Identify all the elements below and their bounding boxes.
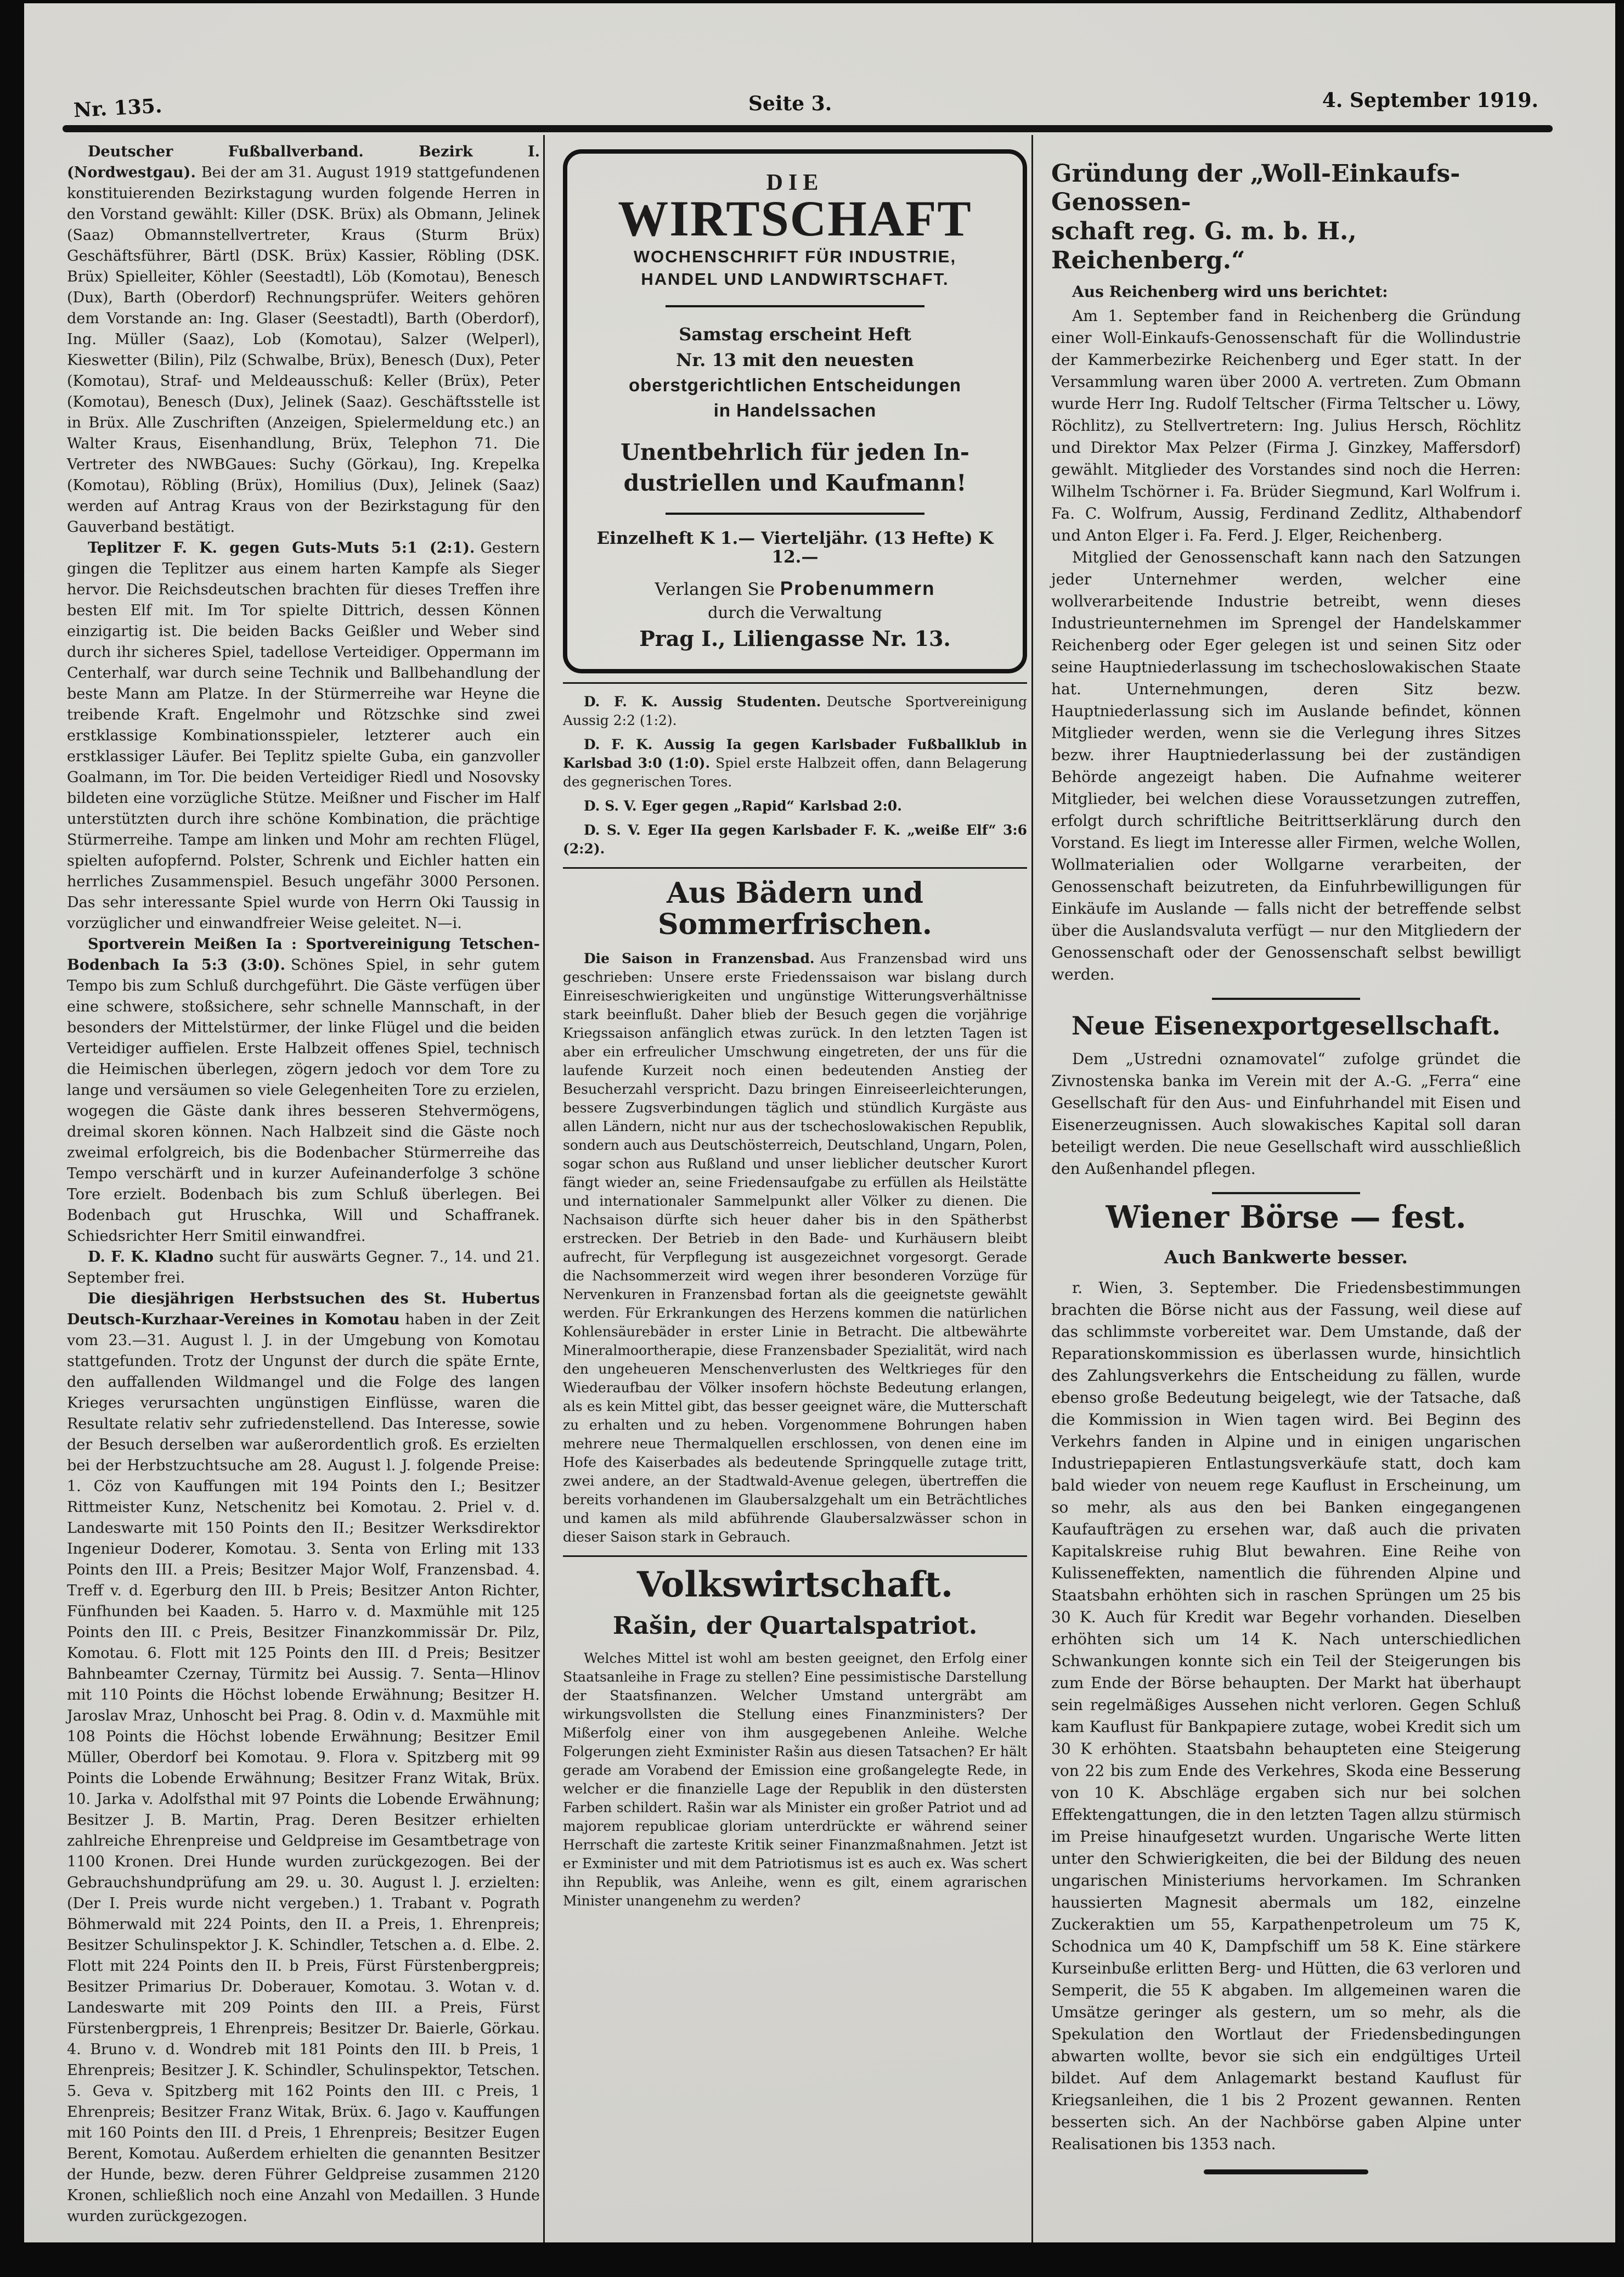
advert-issue-line1: Samstag erscheint Heft bbox=[679, 324, 911, 345]
article-text: Gestern gingen die Teplitzer aus einem harten Kampfe als Sieger hervor. Die Reichsdeutschen brachten für dieses Treffen ihre besten Elf mit. Im Tor spielte Dittrich, dessen Können einzigartig ist. Die beiden Backs Geißler und Weber sind durch ihr sicheres Spiel, tadellose Verteidiger. Oppermann im Centerhalf, war durch seine Technik und Ballbehandlung der beste Mann am Platze. In der Stürmerreihe war Heyne die treibende Kraft. Engelmohr und Rötzschke sind zwei erstklassige Kombinationsspieler, letzterer auch ein erstklassiger Läufer. Bei Teplitz spielte Guba, ein ganzvoller Goalmann, im Tor. Die beiden Verteidiger Riedl und Nosovsky bildeten eine vorzügliche Stütze. Meißner und Fischer im Half unterstützten durch ihre schöne Kombination, die prächtige Stürmerreihe. Tampe am linken und Mohr am rechten Flügel, spielten aufopfernd. Polster, Schrenk und Eichler hatten ein herrliches Zusammenspiel. Besuch ungefähr 3000 Personen. Das sehr interessante Spiel wurde von Herrn Oki Taussig in vorzüglicher und einwandfreier Weise geleitet. N—i. bbox=[67, 539, 540, 932]
advert-divider bbox=[666, 305, 924, 307]
issue-date: 4. September 1919. bbox=[1322, 89, 1538, 112]
column-divider-left bbox=[543, 135, 545, 2242]
sport-brief bbox=[563, 693, 1027, 730]
advert-price-line: Einzelheft K 1.— Vierteljähr. (13 Hefte) K 12.— bbox=[596, 529, 994, 567]
subhead-boerse: Auch Bankwerte besser. bbox=[1164, 1246, 1408, 1268]
column-divider-right bbox=[1031, 135, 1033, 2242]
advert-admin-line: durch die Verwaltung bbox=[708, 603, 882, 622]
advert-title: WIRTSCHAFT bbox=[618, 190, 972, 246]
headline-line1: Gründung der „Woll-Einkaufs-Genossen- bbox=[1051, 159, 1461, 217]
article-text: sucht für auswärts Gegner. 7., 14. und 21. September frei. bbox=[67, 1249, 540, 1286]
article-franzensbad bbox=[563, 949, 1027, 1547]
article-lead: Die diesjährigen Herbstsuchen des St. Hubertus Deutsch-Kurzhaar-Vereines in Komotau bbox=[67, 1290, 540, 1328]
brief-text: Spiel erste Halbzeit offen, dann Belagerung des gegnerischen Tores. bbox=[563, 755, 1027, 790]
article-rasin: Welches Mittel ist wohl am besten geeignet, den Erfolg einer Staatsanleihe in Frage zu stellen? Eine pessimistische Darstellung der Staatsfinanzen. Welcher Umstand untergräbt am wirkungsvollsten die Stellung eines Finanzministers? Der Mißerfolg einer von ihm ausgegebenen Anleihe. Welche Folgerungen zieht Exminister Rašin aus diesen Tatsachen? Er hält gerade am Vorabend der Emission eine großangelegte Rede, in welcher er die finanzielle Lage der Republik in den düstersten Farben schildert. Rašin war als Minister ein großer Patriot und ad majorem republicae gloriam unterdrückte er während seiner Herrschaft die zarteste Kritik seiner Finanzmaßnahmen. Jetzt ist er Exminister und mit dem Patriotismus ist es auch ex. Was schert ihn Republik, was Anleihe, wenn es gilt, einem agrarischen Minister unangenehm zu werden? bbox=[563, 1650, 1027, 1909]
advert-slogan bbox=[586, 437, 1004, 498]
article-teplitz-match bbox=[67, 538, 540, 934]
advert-issue-line3: oberstgerichtlichen Entscheidungen bbox=[628, 375, 962, 396]
brief-lead: D. S. V. Eger gegen „Rapid“ Karlsbad 2:0. bbox=[584, 798, 902, 814]
article-wool-paragraph: Am 1. September fand in Reichenberg die Gründung einer Woll-Einkaufs-Genossenschaft für die Wollindustrie der Kammerbezirke Reichenberg und Eger statt. In der Versammlung waren über 2000 A. vertreten. Zum Obmann wurde Herr Ing. Rudolf Teltscher (Firma Teltscher u. Löwy, Röchlitz), zu Stellvertretern: Ing. Julius Hersch, Röchlitz und Direktor Max Pelzer (Firma J. Ginzkey, Maffersdorf) gewählt. Mitglieder des Vorstandes sind noch die Herren: Wilhelm Tschörner i. Fa. Brüder Siegmund, Karl Wolfrum i. Fa. C. Wolfrum, Aussig, Ferdinand Zedlitz, Althabendorf und Anton Elger i. Fa. Ferd. J. Elger, Reichenberg. bbox=[1051, 306, 1521, 544]
advert-address: Prag I., Liliengasse Nr. 13. bbox=[639, 626, 951, 651]
article-text: Bei der am 31. August 1919 stattgefundenen konstituierenden Bezirkstagung wurden folgende Herren in den Vorstand gewählt: Killer (DSK. Brüx) als Obmann, Jelinek (Saaz) Obmannstellvertreter, Kraus (Sturm Brüx) Geschäftsführer, Bärtl (DSK. Brüx) Kassier, Röbling (DSK. Brüx) Spielleiter, Köhler (Seestadtl), Löb (Komotau), Benesch (Dux), Barth (Oberdorf) Rechnungsprüfer. Weiters gehören dem Vorstande an: Ing. Glaser (Seestadtl), Barth (Oberdorf), Ing. Müller (Saaz), Lob (Komotau), Salzer (Welperl), Kieswetter (Bilin), Pilz (Schwalbe, Brüx), Benesch (Dux), Peter (Komotau), Straf- und Meldeausschuß: Keller (Brüx), Peter (Komotau), Benesch (Dux), Jelinek (Saaz). Geschäftsstelle ist in Brüx. Alle Zuschriften (Anzeigen, Spielermeldung etc.) an Walter Kraus, Eisenhandlung, Brüx, Telephon 71. Die Vertreter des NWBGaues: Suchy (Görkau), Ing. Krepelka (Komotau), Röbling (Brüx), Homilius (Dux), Jelinek (Saaz) werden auf Antrag Kraus von der Bezirkstagung für den Gauverband bestätigt. bbox=[67, 164, 540, 536]
section-title-economy: Volkswirtschaft. bbox=[636, 1564, 954, 1605]
section-rule bbox=[563, 1555, 1027, 1557]
section-rule bbox=[563, 867, 1027, 869]
article-iron-text: Dem „Ustredni oznamovatel“ zufolge gründet die Zivnostenska banka im Verein mit der A.-G. „Ferra“ eine Gesellschaft für den Aus- und Einfuhrhandel mit Eisen und Eisenerzeugnissen. Auch slowakisches Kapital soll daran beteiligt werden. Die neue Gesellschaft wird ausschließlich den Außenhandel pflegen. bbox=[1051, 1050, 1521, 1178]
sport-brief bbox=[563, 735, 1027, 791]
advert-subtitle-line1: WOCHENSCHRIFT FÜR INDUSTRIE, bbox=[633, 246, 957, 266]
advert-divider bbox=[666, 513, 924, 515]
advert-subtitle-line2: HANDEL UND LANDWIRTSCHAFT. bbox=[641, 269, 949, 289]
article-text: haben in der Zeit vom 23.—31. August l. J. in der Umgebung von Komotau stattgefunden. Trotz der Ungunst der durch die späte Ernte, den auffallenden Wildmangel und die Folge des langen Krieges verursachten ungünstigen Einflüsse, waren die Resultate relativ sehr zufriedenstellend. Das Interesse, sowie der Besuch derselben war außerordentlich groß. Es erzielten bei der Herbstzuchtsuche am 28. August l. J. folgende Preise: 1. Cöz von Kauffungen mit 194 Points den I.; Besitzer Rittmeister Kunz, Netschenitz bei Komotau. 2. Priel v. d. Landeswarte mit 150 Points den II.; Besitzer Werksdirektor Ingenieur Doderer, Komotau. 3. Senta von Erling mit 133 Points den III. a Preis; Besitzer Major Wolf, Franzensbad. 4. Treff v. d. Egerburg den III. b Preis; Besitzer Anton Richter, Fünfhunden bei Kaaden. 5. Harro v. d. Maxmühle mit 125 Points den III. c Preis, Besitzer Finanzkommissär Dr. Pilz, Komotau. 6. Flott mit 125 Points den III. d Preis; Besitzer Bahnbeamter Czernay, Türmitz bei Aussig. 7. Senta—Hlinov mit 110 Points die Höchst lobende Erwähnung; Besitzer H. Jaroslav Mraz, Unhoscht bei Prag. 8. Odin v. d. Maxmühle mit 108 Points die Höchst lobende Erwähnung; Besitzer Emil Müller, Oberdorf bei Komotau. 9. Flora v. Spitzberg mit 99 Points die Lobende Erwähnung; Besitzer Franz Witak, Brüx. 10. Jarka v. Adolfsthal mit 97 Points die Lobende Erwähnung; Besitzer J. B. Martin, Prag. Deren Besitzer erhielten zahlreiche Ehrenpreise und Geldpreise im Gesamtbetrage von 1100 Kronen. Drei Hunde wurden zurückgezogen. Bei der Gebrauchshundprüfung am 29. u. 30. August l. J. erzielten: (Der I. Preis wurde nicht vergeben.) 1. Trabant v. Pograth Böhmerwald mit 224 Points, den II. a Preis, 1. Ehrenpreis; Besitzer Schulinspektor J. K. Schindler, Tetschen a. d. Elbe. 2. Flott mit 224 Points den II. b Preis, Fürst Fürstenbergpreis; Besitzer Primarius Dr. Doberauer, Komotau. 3. Wotan v. d. Landeswarte mit 209 Points den III. a Preis, Fürst Fürstenbergpreis, 1 Ehrenpreis; Besitzer Dr. Baierle, Görkau. 4. Bruno v. d. Wondreb mit 181 Points den III. b Preis, 1 Ehrenpreis; Besitzer J. K. Schindler, Schulinspektor, Tetschen. 5. Geva v. Spitzberg mit 162 Points den III. c Preis, 1 Ehrenpreis; Besitzer Franz Witak, Brüx. 6. Jago v. Kauffungen mit 160 Points den III. d Preis, 1 Ehrenpreis; Besitzer Eugen Berent, Komotau. Außerdem erhielten die genannten Besitzer der Hunde, bezw. deren Führer Geldpreise zusammen 2120 Kronen, schließlich noch eine Anzahl von Medaillen. 3 Hunde wurden zurückgezogen. bbox=[67, 1311, 540, 2225]
scan-edge-top bbox=[0, 0, 1624, 3]
headline-wool-cooperative bbox=[1051, 160, 1521, 276]
header-rule bbox=[63, 125, 1553, 132]
wirtschaft-advert bbox=[563, 149, 1027, 673]
advert-issue-line2: Nr. 13 mit den neuesten bbox=[676, 349, 914, 370]
advert-order-prefix: Verlangen Sie bbox=[655, 580, 775, 600]
scan-edge-bottom bbox=[0, 2242, 1624, 2277]
source-line: Aus Reichenberg wird uns berichtet: bbox=[1072, 282, 1388, 301]
brief-lead: D. F. K. Aussig Studenten. bbox=[584, 694, 821, 710]
sport-brief bbox=[563, 821, 1027, 858]
headline-boerse: Wiener Börse — fest. bbox=[1106, 1199, 1467, 1236]
scan-edge-left bbox=[0, 0, 24, 2277]
article-lead: Deutscher Fußballverband. Bezirk I. (Nordwestgau). bbox=[67, 143, 540, 181]
middle-column bbox=[563, 147, 1027, 1910]
headline-iron-export: Neue Eisenexportgesellschaft. bbox=[1072, 1010, 1501, 1041]
advert-issue-line4: in Handelssachen bbox=[713, 400, 877, 421]
article-lead: Teplitzer F. K. gegen Guts-Muts 5:1 (2:1). bbox=[88, 539, 475, 556]
advert-order-bold: Probenummern bbox=[780, 578, 935, 600]
page-number: Seite 3. bbox=[748, 92, 832, 115]
article-boerse-text: r. Wien, 3. September. Die Friedensbestimmungen brachten die Börse nicht aus der Fassung, weil diese auf das schlimmste vorbereitet war. Dem Umstande, daß der Reparationskommission es überlassen wurde, hinsichtlich des Zahlungsverkehrs die Entscheidung zu fällen, wurde ebenso große Bedeutung beigelegt, wie der Tatsache, daß die Kommission in Wien tagen wird. Bei Beginn des Verkehrs fanden in Alpine und in einigen ungarischen Industriepapieren Entlastungsverkäufe statt, doch kam bald wieder von neuem rege Kauflust in Erscheinung, um so mehr, als aus den bei Banken eingegangenen Kaufaufträgen zu ersehen war, daß auch die privaten Kapitalskreise ruhig Blut bewahren. Eine Reihe von Kulisseneffekten, namentlich die führenden Alpine und Staatsbahn erhöhten sich in raschen Sprüngen um 25 bis 30 K. Auch für Kredit war Begehr vorhanden. Dieselben erhöhten sich um 14 K. Nach unterschiedlichen Schwankungen konnte sich ein Teil der Steigerungen bis zum Ende der Börse behaupten. Der Markt hat überhaupt sein regelmäßiges Aussehen nicht verloren. Gegen Schluß kam Kauflust für Bankpapiere zutage, wobei Kredit sich um 30 K erhöhten. Staatsbahn behaupteten eine Steigerung von 22 bis zum Ende des Verkehres, Skoda eine Besserung von 10 K. Abschläge ergaben sich nur bei solchen Effektengattungen, die in den letzten Tagen allzu stürmisch im Preise hinaufgesetzt wurden. Ungarische Werte litten unter den Schwierigkeiten, die bei der Bildung des neuen ungarischen Ministeriums hervorkamen. Im Schranken haussierten Magnesit abermals um 182, einzelne Zuckeraktien um 55, Karpathenpetroleum um 75 K, Schodnica um 40 K, Dampfschiff um 58 K. Eine stärkere Kurseinbuße erlitten Berg- und Hütten, die 63 verloren und Semperit, die 55 K abgaben. Im allgemeinen waren die Umsätze geringer als gestern, um so mehr, als die Spekulation den Wortlaut der Friedensbedingungen abwarten wollte, bevor sie sich ein endgültiges Urteil bildet. Auf dem Anlagemarkt bestand Kauflust für Kriegsanleihen, die 1 bis 2 Prozent gewannen. Renten besserten sich. An der Nachbörse gaben Alpine unter Realisationen bis 1353 nach. bbox=[1051, 1279, 1521, 2154]
article-hubertus-trials bbox=[67, 1289, 540, 2227]
article-text: Schönes Spiel, in sehr gutem Tempo bis zum Schluß durchgeführt. Die Gäste verfügen über eine schwere, stoßsichere, sehr schnelle Mannschaft, in der besonders der Mittelstürmer, der linke Flügel und die beiden Verteidiger auffielen. Erste Halbzeit offenes Spiel, technisch die Heimischen überlegen, zögern jedoch vor dem Tore zu lange und versäumen so viele Gelegenheiten Tore zu erzielen, wogegen die Gäste dank ihres besseren Stehvermögens, dreimal skoren können. Nach Halbzeit sind die Gäste noch zweimal erfolgreich, bis die Bodenbacher Stürmerreihe das Tempo verschärft und in kurzer Aufeinanderfolge 3 schöne Tore erzielt. Bodenbach bis zum Schluß überlegen. Bei Bodenbach gut Hruschka, Will und Schaffranek. Schiedsrichter Herr Smitil einwandfrei. bbox=[67, 957, 540, 1245]
article-kladno-notice bbox=[67, 1247, 540, 1289]
section-subtitle-rasin: Rašin, der Quartalspatriot. bbox=[612, 1611, 978, 1640]
left-column bbox=[67, 142, 540, 2227]
section-title-baths: Aus Bädern und Sommerfrischen. bbox=[657, 876, 933, 942]
end-rule bbox=[1204, 2169, 1368, 2174]
article-meissen-match bbox=[67, 934, 540, 1247]
article-lead: D. F. K. Kladno bbox=[88, 1249, 214, 1266]
article-text: Aus Franzensbad wird uns geschrieben: Unsere erste Friedenssaison war bislang durch Einreiseschwierigkeiten und ungünstige Witterungsverhältnisse stark beeinflußt. Daher blieb der Besuch gegen die vorjährige Kriegssaison anfänglich etwas zurück. In den letzten Tagen ist aber ein erfreulicher Umschwung eingetreten, der uns für die laufende Kurzeit noch einen bedeutenden Anstieg der Besucherzahl verspricht. Dazu bringen Einreiseerleichterungen, bessere Zugsverbindungen täglich und stündlich Kurgäste aus allen Ländern, nicht nur aus der tschechoslowakischen Republik, sondern auch aus Deutschösterreich, Deutschland, Ungarn, Polen, sogar schon aus Rußland und unser lieblicher deutscher Kurort fängt wieder an, seine Friedensaufgabe zu erfüllen als Heilstätte und internationaler Sammelpunkt aller Völker zu dienen. Die Nachsaison dürfte sich heuer daher bis in den Spätherbst erstrecken. Der Betrieb in den Bade- und Kurhäusern bleibt aufrecht, für Verpflegung ist ausgezeichnet vorgesorgt. Gerade die Nachsommerzeit wird wegen ihrer besonderen Vorzüge für Nervenkuren in Franzensbad fortan als die geeignetste gewählt werden. Für Erkrankungen des Herzens kommen die natürlichen Kohlensäurebäder in erster Linie in Betracht. Die altbewährte Mineralmoortherapie, diese Franzensbader Spezialität, wird nach den ungeheueren Menschenverlusten des Weltkrieges für den Wiederaufbau der Völker insofern höchste Bedeutung erlangen, als es kein Mittel gibt, das besser geeignet wäre, die Mutterschaft zu erhalten und zu heben. Vorgenommene Bohrungen haben mehrere neue Thermalquellen erschlossen, von denen eine im Hofe des Kaiserbades als bedeutende Springquelle zutage tritt, zwei andere, an der Stadtwald-Avenue gelegen, übertreffen die bereits vorhandenen im Glaubersalzgehalt um ein Beträchtliches und kamen als mild abführende Glaubersalzwässer schon in dieser Saison stark in Gebrauch. bbox=[563, 950, 1027, 1545]
brief-text: Deutsche Sportvereinigung Aussig 2:2 (1:2). bbox=[563, 694, 1027, 729]
advert-order-line bbox=[586, 580, 1004, 599]
article-lead: Die Saison in Franzensbad. bbox=[584, 950, 815, 966]
brief-lead: D. S. V. Eger IIa gegen Karlsbader F. K. „weiße Elf“ 3:6 (2:2). bbox=[563, 822, 1027, 857]
brief-lead: D. F. K. Aussig Ia gegen Karlsbader Fußballklub in Karlsbad 3:0 (1:0). bbox=[563, 736, 1027, 772]
article-football-district bbox=[67, 142, 540, 538]
advert-title-small: DIE bbox=[766, 170, 824, 195]
issue-number: Nr. 135. bbox=[73, 94, 163, 122]
headline-line2: schaft reg. G. m. b. H., Reichenberg.“ bbox=[1051, 217, 1357, 274]
article-rule bbox=[1212, 1192, 1360, 1194]
article-rule bbox=[1212, 998, 1360, 1000]
section-rule bbox=[563, 682, 1027, 684]
advert-slogan-line2: dustriellen und Kaufmann! bbox=[623, 469, 967, 496]
article-wool-paragraph: Mitglied der Genossenschaft kann nach den Satzungen jeder Unternehmer werden, welcher eine wollverarbeitende Industrie betreibt, wenn dieses Industrieunternehmen im Sprengel der Handelskammer Reichenberg oder Eger gelegen ist und seinen Sitz oder seine Hauptniederlassung im tschechoslowakischen Staate hat. Unternehmungen, deren Sitz bezw. Hauptniederlassung sich im Auslande befindet, können Mitglieder werden, wenn sie die Verlegung ihres Sitzes bezw. ihrer Hauptniederlassung bei der zuständigen Behörde angezeigt haben. Die Aufnahme weiterer Mitglieder, bei welchen diese Voraussetzungen zutreffen, erfolgt durch schriftliche Beitrittserklärung durch den Vorstand. Es liegt im Interesse aller Firmen, welche Wollen, Wollmaterialien oder Wollgarne verarbeiten, der Genossenschaft beizutreten, da Einfuhrbewilligungen für Einkäufe im Auslande — falls nicht der betreffende selbst über die Auslandsvaluta verfügt — nur den Mitgliedern der Genossenschaft oder der Genossenschaft selbst bewilligt werden. bbox=[1051, 548, 1521, 983]
article-lead: Sportverein Meißen Ia : Sportvereinigung Tetschen-Bodenbach Ia 5:3 (3:0). bbox=[67, 936, 540, 974]
sport-brief bbox=[563, 797, 1027, 816]
newspaper-page bbox=[19, 3, 1615, 2242]
right-column bbox=[1051, 139, 1521, 2189]
advert-slogan-line1: Unentbehrlich für jeden In- bbox=[621, 439, 969, 466]
